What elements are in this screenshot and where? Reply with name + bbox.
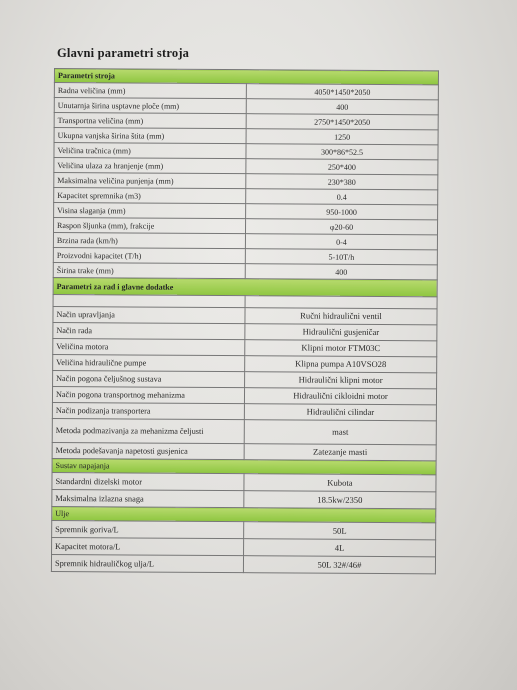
row-label: Maksimalna veličina punjenja (mm): [54, 173, 246, 189]
row-label: Veličina tračnica (mm): [54, 143, 246, 159]
row-value: mast: [244, 420, 436, 445]
row-value: 50L 32#/46#: [243, 556, 435, 574]
row-label: Način pogona transportnog mehanizma: [52, 386, 244, 403]
row-value: 1250: [246, 129, 438, 145]
row-value: 4L: [244, 539, 436, 557]
spec-table: [51, 68, 439, 574]
row-label: Način rada: [53, 322, 245, 339]
row-label: Kapacitet spremnika (m3): [54, 188, 246, 204]
row-label: Visina slaganja (mm): [54, 203, 246, 219]
row-value: Hidraulični cikloidni motor: [244, 388, 436, 405]
row-value: 5-10T/h: [245, 249, 437, 265]
section-header: Ulje: [52, 506, 436, 522]
row-value: φ20-60: [245, 219, 437, 235]
row-value: 250*400: [246, 159, 438, 175]
row-value: 950-1000: [246, 204, 438, 220]
row-label: Veličina hidraulične pumpe: [53, 354, 245, 371]
row-value: Hidraulični cilindar: [244, 404, 436, 421]
row-value: 0.4: [246, 189, 438, 205]
row-label: Maksimalna izlazna snaga: [52, 489, 244, 507]
row-label: Kapacitet motora/L: [52, 537, 244, 555]
row-label: Spremnik hidrauličkog ulja/L: [51, 554, 243, 572]
section-header: Parametri stroja: [54, 69, 438, 85]
row-label: Veličina motora: [53, 338, 245, 355]
row-label: Brzina rada (km/h): [53, 232, 245, 248]
row-value: Klipna pumpa A10VSO28: [245, 356, 437, 373]
row-value: Kubota: [244, 474, 436, 492]
row-value: Hidraulični gusjeničar: [245, 324, 437, 341]
row-value: 0-4: [245, 234, 437, 250]
row-value: 4050*1450*2050: [246, 84, 438, 100]
row-value: 2750*1450*2050: [246, 114, 438, 130]
row-value: 400: [245, 264, 437, 280]
row-label: Veličina ulaza za hranjenje (mm): [54, 158, 246, 174]
row-label: Metoda podmazivanja za mehanizma čeljusti: [52, 418, 244, 443]
row-value: Hidraulični klipni motor: [245, 372, 437, 389]
row-label: Radna veličina (mm): [54, 83, 246, 99]
row-value: Klipni motor FTM03C: [245, 340, 437, 357]
row-value: 230*380: [246, 174, 438, 190]
row-value: 18.5kw/2350: [244, 491, 436, 509]
row-label: Način podizanja transportera: [52, 402, 244, 419]
row-label: Način upravljanja: [53, 306, 245, 323]
row-value: 400: [246, 99, 438, 115]
row-label: Ukupna vanjska širina štita (mm): [54, 128, 246, 144]
page-title: Glavni parametri stroja: [57, 46, 190, 60]
row-label: Proizvodni kapacitet (T/h): [53, 247, 245, 263]
row-label: Standardni dizelski motor: [52, 472, 244, 490]
spec-table-body: [51, 69, 438, 574]
table-row: [51, 554, 435, 573]
row-value: Ručni hidraulični ventil: [245, 308, 437, 325]
row-label: Širina trake (mm): [53, 262, 245, 278]
row-value: 50L: [244, 522, 436, 540]
row-value: 300*86*52.5: [246, 144, 438, 160]
table-row: [52, 418, 436, 444]
row-label: Metoda podešavanja napetosti gusjenica: [52, 442, 244, 459]
row-value: Zatezanje masti: [244, 444, 436, 461]
row-label: Način pogona čeljušnog sustava: [53, 370, 245, 387]
row-label: Spremnik goriva/L: [52, 520, 244, 538]
section-header: Sustav napajanja: [52, 458, 436, 474]
row-label: Unutarnja širina usptavne ploče (mm): [54, 98, 246, 114]
row-label: Transportna veličina (mm): [54, 113, 246, 129]
row-label: Raspon šljunka (mm), frakcije: [53, 218, 245, 234]
section-header: Parametri za rad i glavne dodatke: [53, 277, 437, 296]
